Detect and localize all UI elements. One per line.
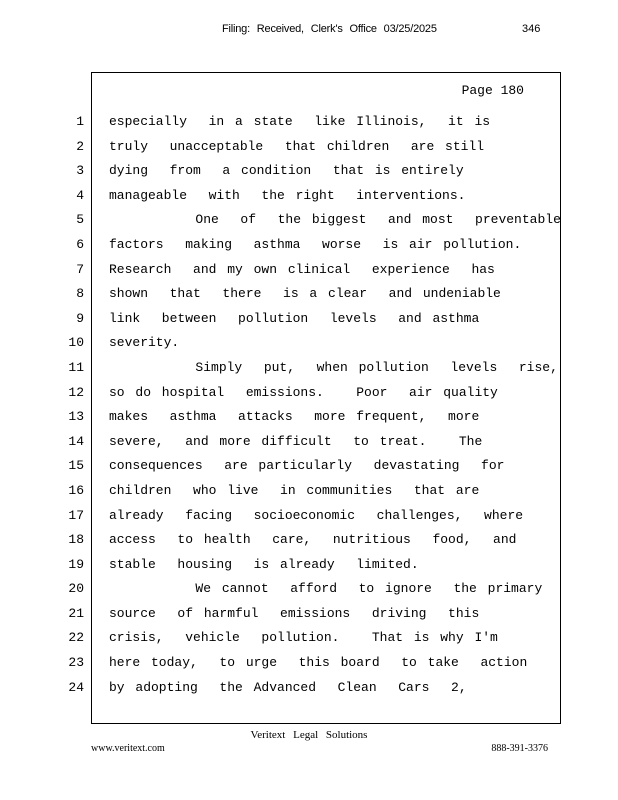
- footer-phone: 888-391-3376: [491, 743, 548, 754]
- transcript-line: link between pollution levels and asthma: [109, 310, 480, 326]
- line-number: 7: [76, 261, 84, 277]
- line-number: 24: [68, 679, 84, 695]
- filing-stamp: Filing: Received, Clerk's Office 03/25/2025: [222, 23, 437, 35]
- transcript-line: already facing socioeconomic challenges, where: [109, 507, 524, 523]
- line-number: 5: [76, 212, 84, 228]
- line-number: 9: [76, 310, 84, 326]
- line-number: 13: [68, 409, 84, 425]
- transcript-line: consequences are particularly devastating for: [109, 458, 505, 474]
- transcript-line: makes asthma attacks more frequent, more: [109, 409, 480, 425]
- transcript-line: especially in a state like Illinois, it is: [109, 114, 491, 129]
- line-number: 16: [68, 482, 84, 498]
- transcript-line: here today, to urge this board to take action: [109, 655, 528, 671]
- line-number-column: [62, 110, 84, 700]
- line-number: 10: [68, 335, 84, 351]
- transcript-line: access to health care, nutritious food, and: [109, 532, 517, 548]
- line-number: 20: [68, 581, 84, 597]
- page-label: Page 180: [461, 83, 524, 98]
- line-number: 15: [68, 458, 84, 474]
- transcript-line: by adopting the Advanced Clean Cars 2,: [109, 679, 467, 695]
- filing-header: [0, 22, 618, 40]
- filing-page-number: 346: [522, 23, 541, 35]
- transcript-line: children who live in communities that are: [109, 482, 480, 498]
- line-number: 1: [76, 114, 84, 129]
- line-number: 22: [68, 630, 84, 646]
- line-number: 8: [76, 286, 84, 302]
- transcript-line: severe, and more difficult to treat. The: [109, 433, 483, 449]
- transcript-line: We cannot afford to ignore the primary: [109, 581, 543, 597]
- transcript-line: One of the biggest and most preventable: [109, 212, 561, 228]
- transcript-line: severity.: [109, 335, 180, 351]
- line-number: 17: [68, 507, 84, 523]
- line-number: 18: [68, 532, 84, 548]
- transcript-line: shown that there is a clear and undeniable: [109, 286, 501, 302]
- line-number: 3: [76, 163, 84, 179]
- transcript-text: [109, 110, 561, 700]
- transcript-line: source of harmful emissions driving this: [109, 605, 480, 621]
- footer-website: www.veritext.com: [91, 743, 165, 754]
- line-number: 12: [68, 384, 84, 400]
- transcript-line: manageable with the right interventions.: [109, 187, 466, 203]
- transcript-line: factors making asthma worse is air pollution.: [109, 236, 522, 252]
- line-number: 4: [76, 187, 84, 203]
- transcript-line: so do hospital emissions. Poor air quality: [109, 384, 498, 400]
- line-number: 11: [68, 359, 84, 375]
- line-number: 19: [68, 556, 84, 572]
- line-number: 23: [68, 655, 84, 671]
- footer-company-name: Veritext Legal Solutions: [250, 729, 368, 741]
- line-number: 21: [68, 605, 84, 621]
- transcript-line: stable housing is already limited.: [109, 556, 419, 572]
- line-number: 14: [68, 433, 84, 449]
- line-number: 2: [76, 138, 84, 154]
- line-number: 6: [76, 236, 84, 252]
- transcript-line: crisis, vehicle pollution. That is why I'm: [109, 630, 498, 646]
- transcript-line: Simply put, when pollution levels rise,: [109, 359, 558, 375]
- transcript-line: Research and my own clinical experience has: [109, 261, 495, 277]
- transcript-line: dying from a condition that is entirely: [109, 163, 464, 179]
- transcript-line: truly unacceptable that children are still: [109, 138, 485, 154]
